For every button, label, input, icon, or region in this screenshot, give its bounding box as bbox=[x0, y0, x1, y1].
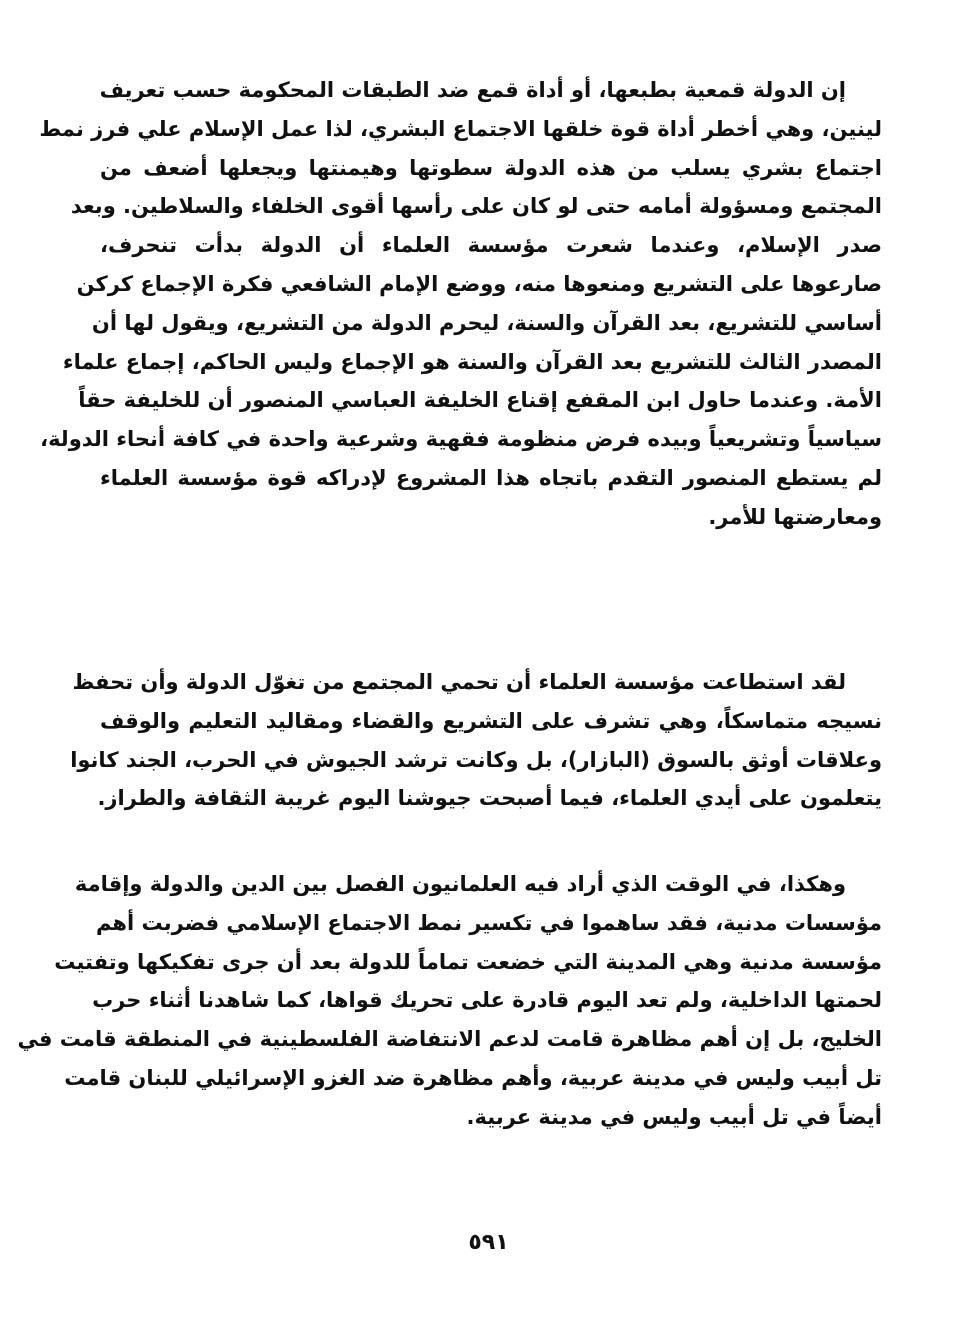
paragraph-1 bbox=[39, 71, 882, 537]
text-line: إن الدولة قمعية بطبعها، أو أداة قمع ضد الطبقات المحكومة حسب تعريف bbox=[99, 78, 846, 102]
text-line: سياسياً وتشريعياً وبيده فرض منظومة فقهية وشرعية واحدة في كافة أنحاء الدولة، bbox=[40, 427, 882, 452]
text-line: يتعلمون على أيدي العلماء، فيما أصبحت جيوشنا اليوم غريبة الثقافة والطراز. bbox=[97, 786, 882, 811]
text-line: مؤسسة مدنية وهي المدينة التي خضعت تماماً للدولة بعد أن جرى تفكيكها وتفتيت bbox=[54, 949, 882, 974]
text-line: مؤسسات مدنية، فقد ساهموا في تكسير نمط الاجتماع الإسلامي فضربت أهم bbox=[95, 910, 882, 935]
text-line: وعلاقات أوثق بالسوق (البازار)، بل وكانت ترشد الجيوش في الحرب، الجند كانوا bbox=[70, 747, 882, 772]
paragraph-3 bbox=[17, 865, 882, 1137]
text-line: المصدر الثالث للتشريع بعد القرآن والسنة هو الإجماع وليس الحاكم، إجماع علماء bbox=[62, 349, 882, 374]
text-line: لحمتها الداخلية، ولم تعد اليوم قادرة على تحريك قواها، كما شاهدنا أثناء حرب bbox=[92, 988, 882, 1013]
text-line: وهكذا، في الوقت الذي أراد فيه العلمانيون الفصل بين الدين والدولة وإقامة bbox=[74, 872, 846, 896]
text-line: ومعارضتها للأمر. bbox=[708, 504, 882, 529]
text-line: أيضاً في تل أبيب وليس في مدينة عربية. bbox=[466, 1104, 882, 1129]
text-line: لم يستطع المنصور التقدم باتجاه هذا المشروع لإدراكه قوة مؤسسة العلماء bbox=[100, 465, 882, 490]
text-line: صدر الإسلام، وعندما شعرت مؤسسة العلماء أن الدولة بدأت تنحرف، bbox=[100, 233, 882, 258]
text-line: أساسي للتشريع، بعد القرآن والسنة، ليحرم الدولة من التشريع، ويقول لها أن bbox=[91, 310, 882, 335]
paragraph-2 bbox=[70, 663, 882, 818]
text-line: تل أبيب وليس في مدينة عربية، وأهم مظاهرة ضد الغزو الإسرائيلي للبنان قامت bbox=[64, 1065, 882, 1090]
text-line: المجتمع ومسؤولة أمامه حتى لو كان على رأسها أقوى الخلفاء والسلاطين. وبعد bbox=[70, 194, 882, 219]
text-line: الأمة. وعندما حاول ابن المقفع إقناع الخليفة العباسي المنصور أن للخليفة حقاً bbox=[78, 388, 882, 413]
text-line: الخليج، بل إن أهم مظاهرة قامت لدعم الانتفاضة الفلسطينية في المنطقة قامت في bbox=[17, 1027, 882, 1052]
text-line: لينين، وهي أخطر أداة قوة خلقها الاجتماع البشري، لذا عمل الإسلام علي فرز نمط bbox=[39, 116, 882, 141]
text-line: اجتماع بشري يسلب من هذه الدولة سطوتها وهيمنتها ويجعلها أضعف من bbox=[100, 155, 882, 180]
page-number: ٥٩١ bbox=[468, 1230, 509, 1255]
text-line: صارعوها على التشريع ومنعوها منه، ووضع الإمام الشافعي فكرة الإجماع كركن bbox=[76, 271, 882, 296]
text-line: نسيجه متماسكاً، وهي تشرف على التشريع والقضاء ومقاليد التعليم والوقف bbox=[100, 708, 882, 733]
text-line: لقد استطاعت مؤسسة العلماء أن تحمي المجتمع من تغوّل الدولة وأن تحفظ bbox=[72, 670, 846, 694]
